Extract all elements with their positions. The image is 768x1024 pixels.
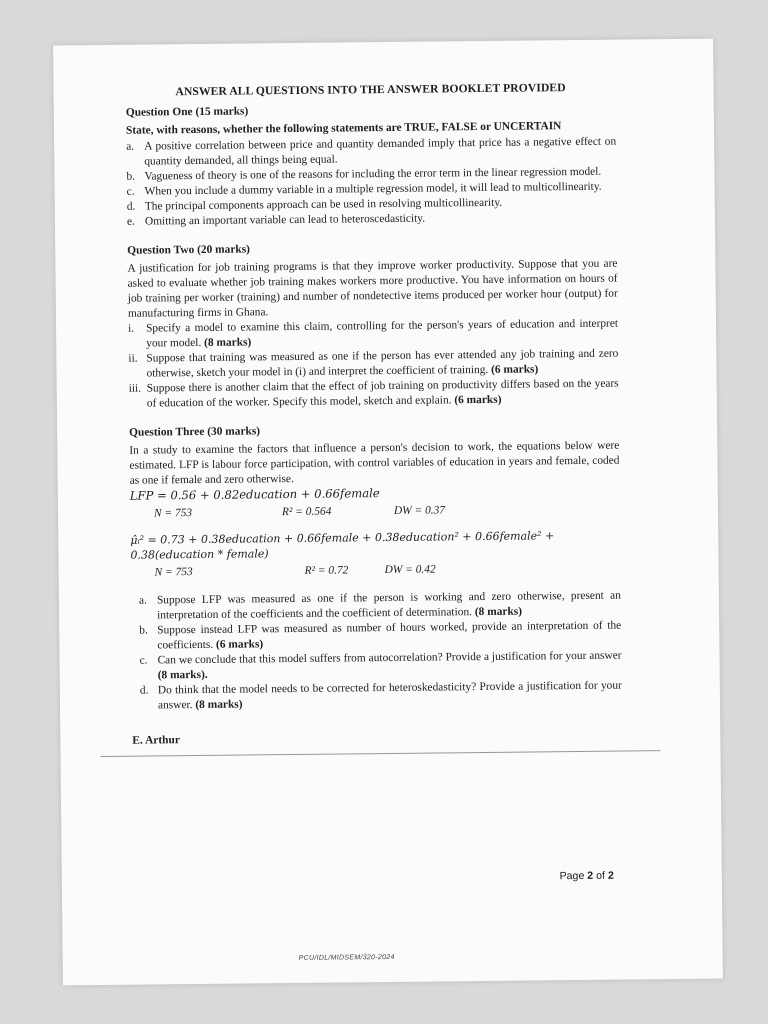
item-marker: a.: [138, 594, 147, 607]
item-marker: b.: [139, 624, 148, 637]
q1-title: Question One (15 marks): [125, 105, 249, 119]
item-marker: c.: [139, 654, 148, 667]
item-text: Do think that the model needs to be corrected for heteroskedasticity? Provide a justification for your answer. (8 marks): [157, 679, 622, 712]
q2-list: [128, 317, 619, 412]
stat-dw: DW = 0.42: [384, 563, 436, 577]
q1-list: [126, 135, 617, 230]
item-text: Suppose that training was measured as one if the person has ever attended any job training and zero otherwise, sketch your model in (i) and interpret the coefficient of training. (6 marks): [146, 347, 619, 380]
item-text: Vagueness of theory is one of the reasons for including the error term in the linear regression model.: [144, 165, 602, 183]
stat-dw: DW = 0.37: [393, 504, 446, 517]
item-marker: iii.: [128, 382, 142, 395]
equation-2-stats: [155, 561, 621, 581]
q1-instruction: State, with reasons, whether the following statements are TRUE, FALSE or UNCERTAIN: [125, 120, 562, 137]
q3-title: Question Three (30 marks): [129, 425, 261, 439]
item-marker: a.: [126, 140, 135, 153]
stat-n: N = 753: [153, 507, 193, 520]
q3-intro: In a study to examine the factors that influence a person's decision to work, the equations below were estimated. LFP is labour force participation, with control variables of education in years and female, coded as one if female and zero otherwise.: [129, 439, 620, 487]
stat-r2: R² = 0.564: [281, 505, 332, 519]
document-code: PCU/IDL/MIDSEM/320-2024: [298, 953, 395, 962]
list-item: [129, 377, 619, 412]
item-marker: e.: [126, 215, 135, 228]
item-text: Suppose LFP was measured as one if the person is working and zero otherwise, present an interpretation of the coefficients and the coefficient of determination. (8 marks): [156, 589, 621, 622]
author-signature: E. Arthur: [132, 734, 180, 747]
q2-title: Question Two (20 marks): [127, 243, 250, 257]
item-marker: d.: [126, 200, 136, 213]
exam-page: [53, 39, 723, 986]
page-content: [126, 80, 623, 749]
item-marker: d.: [139, 684, 149, 697]
item-text: Specify a model to examine this claim, controlling for the person's years of education and interpret your model. (8 marks): [146, 317, 619, 350]
page-number: Page 2 of 2: [559, 869, 614, 883]
list-item: [140, 679, 622, 714]
equation-1-stats: [154, 502, 620, 522]
item-marker: b.: [126, 170, 136, 183]
item-text: Omitting an important variable can lead to heteroscedasticity.: [144, 212, 426, 228]
item-text: Suppose there is another claim that the effect of job training on productivity differs based on the years of education of the worker. Specify this model, sketch and explain. (6 marks): [146, 377, 619, 410]
item-text: Suppose instead LFP was measured as number of hours worked, provide an interpretation of the coefficients. (6 marks): [157, 619, 622, 652]
item-text: A positive correlation between price and quantity demanded imply that price has a negative effect on quantity demanded, all things being equal.: [144, 135, 617, 168]
stat-r2: R² = 0.72: [304, 564, 349, 577]
item-marker: c.: [126, 185, 135, 198]
exam-header: ANSWER ALL QUESTIONS INTO THE ANSWER BOOKLET PROVIDED: [175, 81, 566, 99]
item-marker: ii.: [128, 352, 138, 365]
fold-line: [101, 750, 661, 757]
q3-list: [131, 589, 622, 714]
item-text: When you include a dummy variable in a multiple regression model, it will lead to multicollinearity.: [144, 180, 602, 198]
item-text: Can we conclude that this model suffers from autocorrelation? Provide a justification for your answer (8 marks).: [157, 649, 622, 682]
equation-2: μ̂ᵢ² = 0.73 + 0.38education + 0.66female + 0.38education² + 0.66female² + 0.38(education * female): [130, 529, 555, 562]
item-marker: i.: [128, 322, 135, 335]
item-text: The principal components approach can be used in resolving multicollinearity.: [144, 196, 503, 213]
q2-intro: A justification for job training programs is that they improve worker productivity. Suppose that you are asked to evaluate whether job training makes workers more productive. You have information on hours of job training per worker (training) and number of nondetective items produced per worker hour (output) for manufacturing firms in Ghana.: [127, 257, 618, 320]
equation-1: LFP = 0.56 + 0.82education + 0.66female: [129, 486, 380, 503]
stat-n: N = 753: [154, 566, 193, 579]
